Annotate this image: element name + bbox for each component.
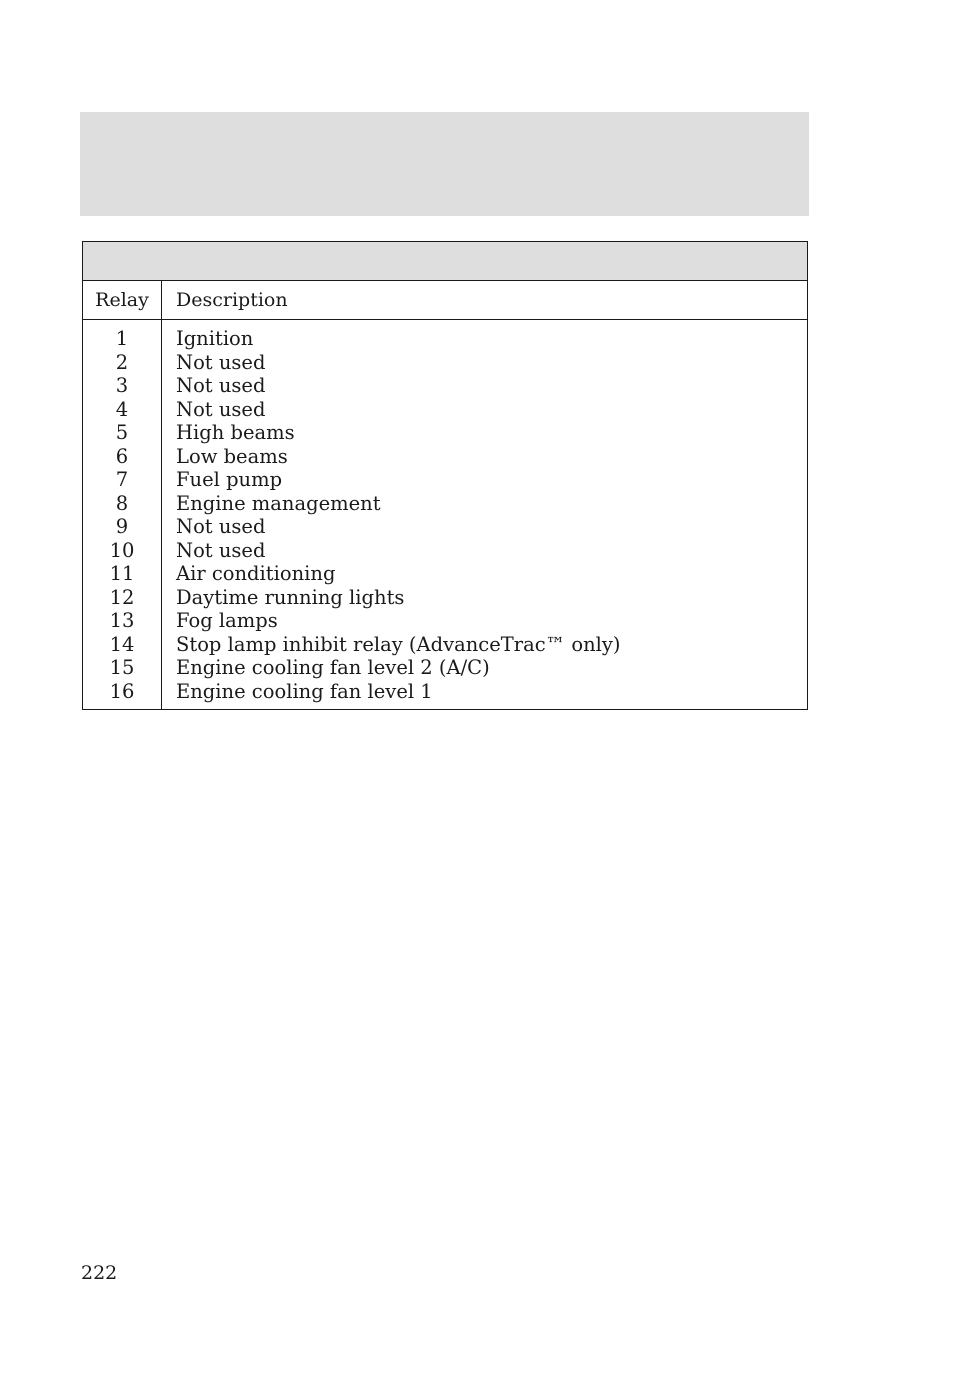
section-header-band xyxy=(80,112,809,216)
relay-description: Ignition xyxy=(176,327,254,350)
table-title-bar xyxy=(83,242,807,281)
relay-description: Not used xyxy=(176,397,266,421)
relay-number: 2 xyxy=(115,350,129,374)
relay-number: 3 xyxy=(115,374,129,397)
relay-number: 7 xyxy=(115,468,129,491)
relay-number-column xyxy=(83,320,162,709)
relay-description: Not used xyxy=(176,374,266,397)
relay-description: Low beams xyxy=(176,444,288,468)
relay-description: Engine cooling fan level 2 (A/C) xyxy=(176,656,490,679)
relay-number: 12 xyxy=(109,585,135,609)
relay-table xyxy=(82,241,808,710)
relay-number: 1 xyxy=(115,327,129,350)
relay-description: Fuel pump xyxy=(176,468,283,491)
relay-number: 4 xyxy=(115,397,129,421)
relay-column-header: Relay xyxy=(83,281,162,319)
table-body xyxy=(83,320,807,709)
relay-number: 16 xyxy=(109,679,135,703)
relay-description: Stop lamp inhibit relay (AdvanceTrac™ only) xyxy=(176,632,621,656)
description-column xyxy=(162,327,807,703)
relay-description: Engine management xyxy=(176,491,381,515)
relay-description: Not used xyxy=(176,350,266,374)
description-column-header: Description xyxy=(176,289,288,311)
relay-number: 6 xyxy=(115,444,129,468)
relay-description: High beams xyxy=(176,421,295,444)
relay-description: Daytime running lights xyxy=(176,585,405,609)
relay-number: 9 xyxy=(115,515,129,538)
relay-number: 11 xyxy=(109,562,135,585)
relay-number: 5 xyxy=(115,421,129,444)
relay-number: 10 xyxy=(109,538,135,562)
relay-description: Engine cooling fan level 1 xyxy=(176,679,433,703)
relay-description: Not used xyxy=(176,515,266,538)
page-number: 222 xyxy=(81,1262,118,1284)
relay-number: 15 xyxy=(109,656,135,679)
relay-description: Air conditioning xyxy=(176,562,336,585)
relay-number: 8 xyxy=(115,491,129,515)
relay-number: 13 xyxy=(109,609,135,632)
table-header-row xyxy=(83,281,807,320)
relay-description: Not used xyxy=(176,538,266,562)
relay-description: Fog lamps xyxy=(176,609,278,632)
relay-number: 14 xyxy=(109,632,135,656)
